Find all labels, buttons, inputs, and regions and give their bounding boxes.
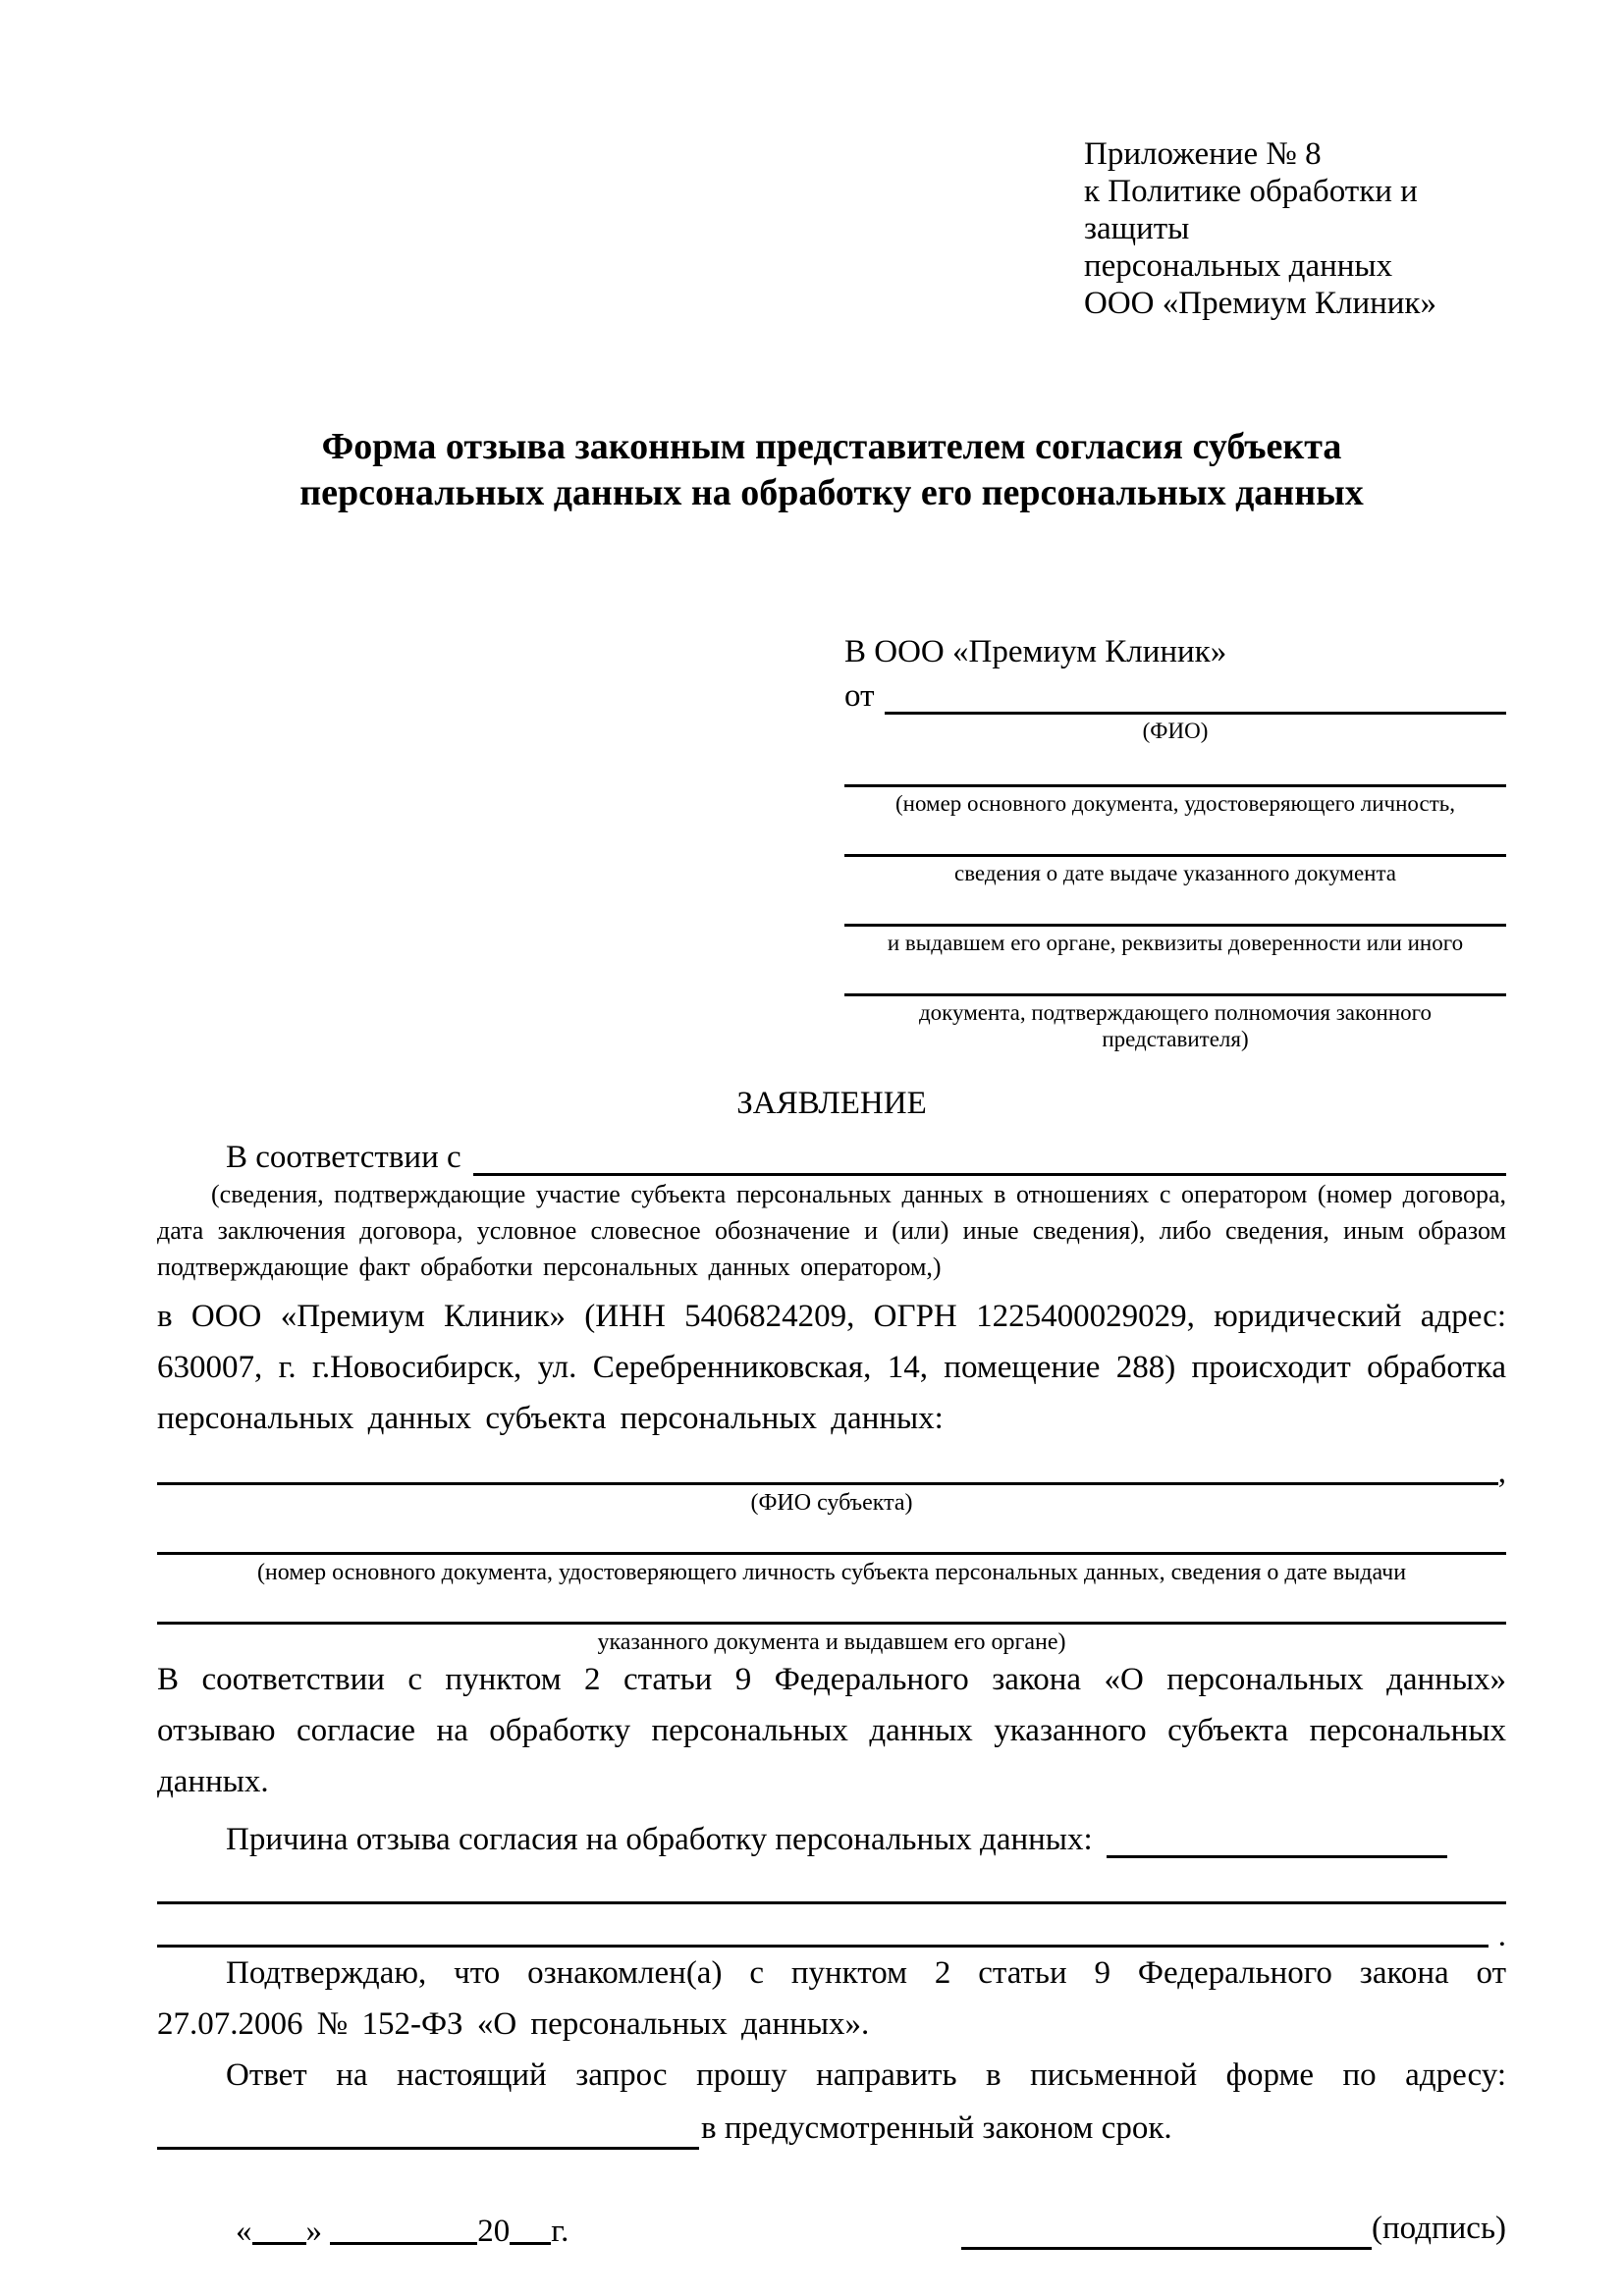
representative-doc-blank-line-4[interactable] [844, 956, 1506, 996]
appendix-line: к Политике обработки и защиты [1084, 174, 1418, 246]
reason-blank-line[interactable] [1107, 1855, 1447, 1858]
date-year-prefix: 20 [477, 2214, 511, 2249]
signature-field [961, 2207, 1506, 2250]
date-quote-open: « [236, 2214, 252, 2249]
reason-prefix: Причина отзыва согласия на обработку персональных данных: [226, 1822, 1093, 1857]
reason-extra-blank-row-2 [157, 1904, 1506, 1953]
representative-doc-caption-3: и выдавшем его органе, реквизиты доверенности или иного [887, 931, 1464, 955]
reason-extra-blank-line-1[interactable] [157, 1858, 1506, 1904]
reason-row [157, 1807, 1506, 1858]
date-year-suffix: г. [551, 2214, 569, 2249]
representative-doc-caption-4: документа, подтверждающего полномочия законного представителя) [918, 1000, 1432, 1051]
addressee-from-row [844, 671, 1506, 715]
date-field [236, 2213, 568, 2250]
representative-doc-blank-line-2[interactable] [844, 817, 1506, 857]
subject-doc-blank-line-2[interactable] [157, 1584, 1506, 1625]
reply-suffix: в предусмотренный законом срок. [701, 2110, 1172, 2146]
appendix-line: Приложение № 8 [1084, 136, 1322, 172]
basis-prefix: В соответствии с [226, 1140, 461, 1175]
subject-fio-caption: (ФИО субъекта) [750, 1490, 913, 1516]
date-day-blank[interactable] [252, 2213, 306, 2245]
appendix-line: ООО «Премиум Клиник» [1084, 286, 1436, 321]
subject-doc-caption-1: (номер основного документа, удостоверяющего личность субъекта персональных данных, сведения о дате выдачи [256, 1560, 1407, 1585]
representative-fio-blank-line[interactable] [885, 712, 1507, 715]
basis-row [157, 1133, 1506, 1176]
addressee-to: В ООО «Премиум Клиник» [844, 634, 1227, 669]
withdrawal-paragraph: В соответствии с пунктом 2 статьи 9 Федерального закона «О персональных данных» отзываю согласие на обработку персональных данных указанного субъекта персональных данных. [157, 1662, 1506, 1799]
representative-doc-caption-2: сведения о дате выдаче указанного документа [953, 861, 1397, 885]
fio-caption: (ФИО) [1142, 719, 1209, 743]
statement-heading: ЗАЯВЛЕНИЕ [736, 1086, 927, 1121]
date-quote-close: » [305, 2214, 322, 2249]
representative-doc-blank-line-1[interactable] [844, 747, 1506, 787]
confirm-paragraph: Подтверждаю, что ознакомлен(а) с пунктом 2 статьи 9 Федерального закона от 27.07.2006 № 152-ФЗ «О персональных данных». [157, 1955, 1506, 2042]
representative-doc-caption-1: (номер основного документа, удостоверяющего личность, [894, 791, 1455, 816]
signature-blank-line[interactable] [961, 2208, 1372, 2250]
addressee-block [844, 632, 1506, 1052]
date-month-blank[interactable] [330, 2213, 477, 2245]
subject-fio-row [157, 1444, 1506, 1490]
reason-tail-period: . [1497, 1918, 1506, 1953]
signature-caption: (подпись) [1372, 2211, 1506, 2246]
representative-doc-blank-line-3[interactable] [844, 886, 1506, 927]
form-title-line: Форма отзыва законным представителем согласия субъекта [321, 426, 1342, 467]
form-title-line: персональных данных на обработку его персональных данных [299, 472, 1364, 513]
reply-address-blank-line[interactable] [157, 2147, 699, 2150]
appendix-line: персональных данных [1084, 248, 1393, 284]
basis-note: (сведения, подтверждающие участие субъекта персональных данных в отношениях с оператором (номер договора, дата заключения договора, условное словесное обозначение и (или) иные сведения), либо сведения, иным образом подтверждающие факт обработки персональных данных оператором,) [157, 1180, 1506, 1281]
form-title [157, 424, 1506, 516]
appendix-note [1084, 135, 1506, 322]
from-label: от [844, 678, 875, 714]
reply-address-row [157, 2101, 1506, 2150]
subject-fio-blank-line[interactable] [157, 1445, 1498, 1485]
footer-row [157, 2205, 1506, 2250]
subject-doc-blank-line-1[interactable] [157, 1515, 1506, 1555]
operator-paragraph: в ООО «Премиум Клиник» (ИНН 5406824209, ОГРН 1225400029029, юридический адрес: 630007, г. г.Новосибирск, ул. Серебренниковская, 14, помещение 288) происходит обработка персональных данных субъекта персональных данных: [157, 1299, 1506, 1436]
date-year-blank[interactable] [510, 2213, 551, 2245]
reply-paragraph: Ответ на настоящий запрос прошу направить в письменной форме по адресу: [226, 2057, 1506, 2093]
subject-fio-suffix: , [1497, 1455, 1506, 1490]
subject-doc-caption-2: указанного документа и выдавшем его органе) [597, 1629, 1066, 1655]
